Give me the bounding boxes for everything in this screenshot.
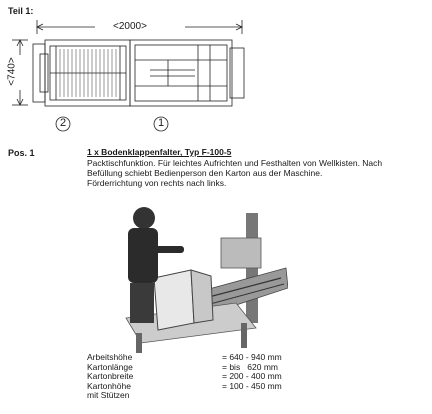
- spec-row: [87, 380, 317, 401]
- length-dimension-label: <2000>: [113, 21, 147, 32]
- section-heading: Teil 1:: [8, 6, 34, 16]
- spec-value: = 200 - 400 mm: [222, 371, 282, 382]
- spec-note: mit Stützen: [87, 390, 130, 401]
- width-dimension-label: <740>: [6, 57, 18, 86]
- spec-table: [87, 352, 317, 401]
- position-label: Pos. 1: [8, 148, 35, 158]
- spec-label: Kartonlänge: [87, 361, 133, 372]
- module-number-1: 1: [158, 117, 165, 129]
- spec-value: = bis 620 mm: [222, 361, 278, 372]
- description-line: Förderrichtung von rechts nach links.: [87, 178, 227, 188]
- spec-label: Arbeitshöhe: [87, 352, 133, 362]
- description-line: Befüllung schiebt Bedienperson den Karton aus der Maschine.: [87, 168, 323, 178]
- product-title: 1 x Bodenklappenfalter, Typ F-100-5: [87, 147, 232, 157]
- spec-label: Kartonhöhe: [87, 380, 131, 391]
- spec-value: = 100 - 450 mm: [222, 380, 282, 391]
- product-description: [87, 158, 422, 188]
- machine-photo: [116, 198, 288, 353]
- module-number-2: 2: [60, 117, 67, 129]
- spec-value: = 640 - 940 mm: [222, 352, 282, 362]
- spec-label: Kartonbreite: [87, 371, 134, 382]
- description-line: Packtischfunktion. Für leichtes Aufrichten und Festhalten von Wellkisten. Nach: [87, 158, 383, 168]
